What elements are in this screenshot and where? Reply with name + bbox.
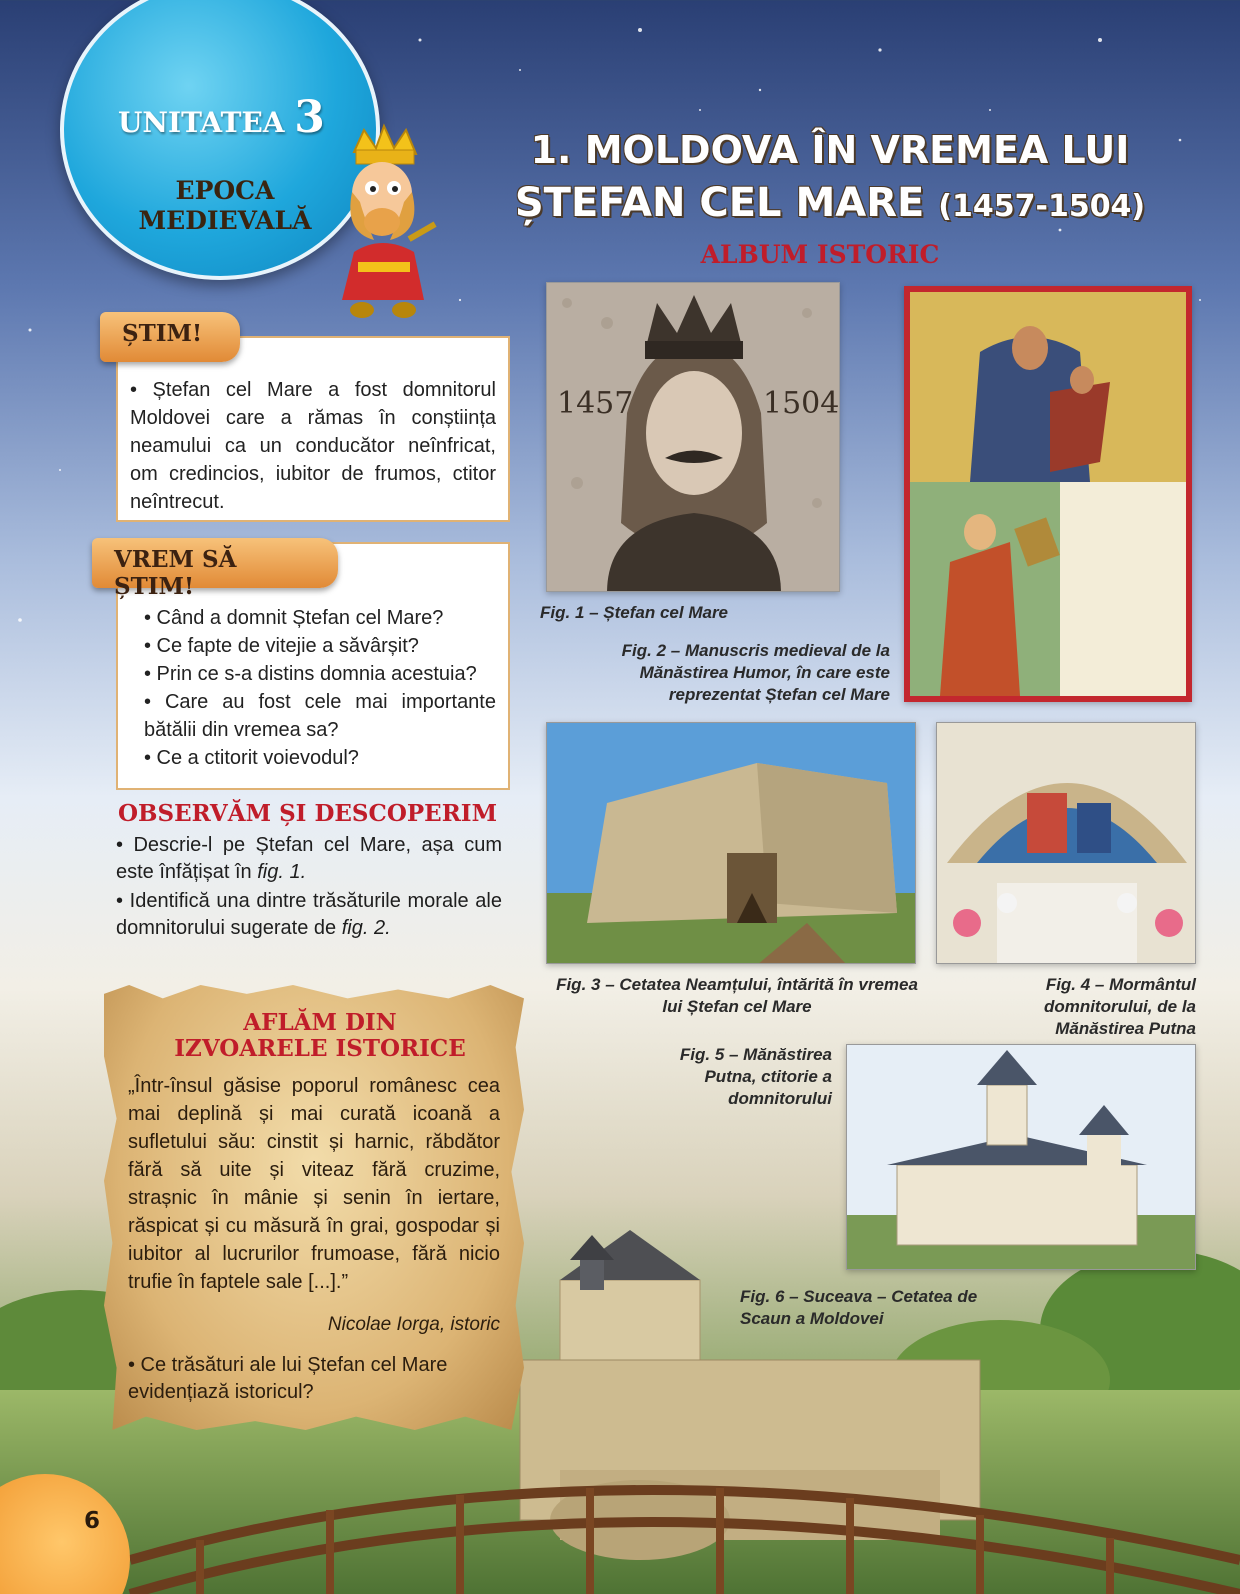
- lesson-title-line1: 1. MOLDOVA ÎN VREMEA LUI: [530, 128, 1130, 172]
- question-5: • Ce a ctitorit voievodul?: [144, 747, 359, 769]
- sources-heading-line2: IZVOARELE ISTORICE: [174, 1035, 466, 1062]
- stim-text: • Ștefan cel Mare a fost domnitorul Moldovei care a rămas în conștiința neamului ca un conducător neînfricat, om credincios, iubitor de frumos, ctitor neîntrecut.: [130, 379, 496, 513]
- fig4-tomb-image: [936, 722, 1196, 964]
- question-1: • Când a domnit Ștefan cel Mare?: [144, 607, 444, 629]
- fig1-caption: Fig. 1 – Ștefan cel Mare: [540, 603, 729, 622]
- sources-question: • Ce trăsături ale lui Ștefan cel Mare evidențiază istoricul?: [128, 1354, 448, 1403]
- portrait-year-right: 1504: [763, 386, 840, 421]
- stim-box: [116, 336, 510, 522]
- iorga-quote: „Într-însul găsise poporul românesc cea mai deplină și mai curată icoană a sufletului său: cinstit și harnic, răbdător fără să uite și viteaz fără cruzime, strașnic în mânie și senin în iertare, răspicat și cu măsură în grai, gospodar și iubitor al lucrurilor frumoase, fără nicio trufie în faptele sale [...].”: [128, 1075, 500, 1293]
- lesson-title-line2: [440, 180, 1220, 226]
- question-4: • Care au fost cele mai importante bătălii din vremea sa?: [144, 691, 496, 741]
- fig3-neamt-fortress-image: [546, 722, 916, 964]
- lesson-title-years: (1457-1504): [938, 189, 1146, 224]
- portrait-year-left: 1457: [557, 386, 634, 421]
- unit-label: UNITATEA 3: [118, 92, 325, 143]
- fig2-manuscript-image: [904, 286, 1192, 702]
- observe-text: [116, 832, 502, 944]
- vrem-heading: VREM SĂ ȘTIM!: [92, 538, 338, 588]
- quote-author: Nicolae Iorga, istoric: [327, 1314, 500, 1335]
- observe-item-2: • Identifică una dintre trăsăturile morale ale domnitorului sugerate de fig. 2.: [116, 890, 502, 939]
- fig5-caption: Fig. 5 – Mănăstirea Putna, ctitorie a domnitorului: [679, 1045, 832, 1108]
- question-3: • Prin ce s-a distins domnia acestuia?: [144, 663, 477, 685]
- fig1-portrait-image: [546, 282, 840, 592]
- sources-heading-line1: AFLĂM DIN: [243, 1009, 397, 1036]
- album-title: ALBUM ISTORIC: [700, 240, 940, 269]
- fig4-caption: Fig. 4 – Mormântul domnitorului, de la Mănăstirea Putna: [1043, 975, 1196, 1038]
- sources-heading: [140, 1010, 500, 1062]
- lesson-title-name: ȘTEFAN CEL MARE: [514, 180, 925, 226]
- observe-heading: OBSERVĂM ȘI DESCOPERIM: [118, 800, 498, 827]
- fig5-putna-monastery-image: [846, 1044, 1196, 1270]
- fig2-caption: Fig. 2 – Manuscris medieval de la Mănăstirea Humor, în care este reprezentat Ștefan cel Mare: [621, 641, 890, 704]
- fig3-caption: Fig. 3 – Cetatea Neamțului, întărită în vremea lui Ștefan cel Mare: [556, 975, 918, 1016]
- fig6-caption: Fig. 6 – Suceava – Cetatea de Scaun a Moldovei: [740, 1287, 978, 1328]
- observe-item-1: • Descrie-l pe Ștefan cel Mare, așa cum este înfățișat în fig. 1.: [116, 834, 502, 883]
- unit-subtitle: EPOCA MEDIEVALĂ: [138, 176, 312, 235]
- question-2: • Ce fapte de vitejie a săvârșit?: [144, 635, 419, 657]
- stim-heading: ȘTIM!: [100, 312, 240, 362]
- page-number: 6: [84, 1508, 101, 1534]
- king-mascot-icon: [324, 122, 444, 322]
- unit-number: 3: [294, 92, 325, 143]
